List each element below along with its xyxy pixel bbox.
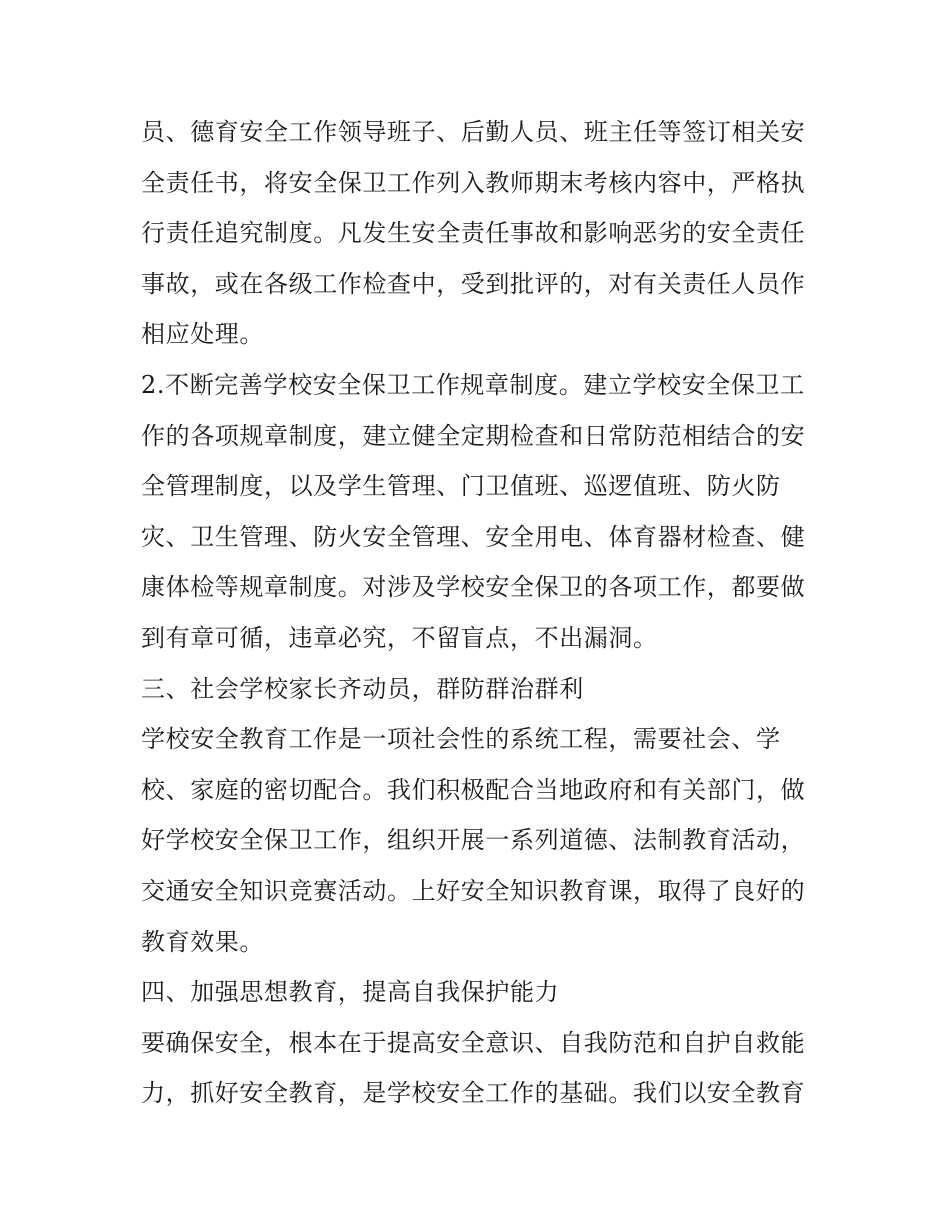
text-line: 教育效果。 [141, 927, 264, 956]
text-line: 交通安全知识竞赛活动。上好安全知识教育课，取得了良好的 [141, 876, 806, 905]
text-line: 好学校安全保卫工作，组织开展一系列道德、法制教育活动， [141, 826, 806, 855]
text-line: 灾、卫生管理、防火安全管理、安全用电、体育器材检查、健 [141, 522, 806, 551]
text-line: 员、德育安全工作领导班子、后勤人员、班主任等签订相关安 [141, 118, 806, 146]
text-line: 校、家庭的密切配合。我们积极配合当地政府和有关部门，做 [141, 775, 806, 804]
document-body [141, 107, 821, 1119]
section-heading: 三、社会学校家长齐动员，群防群治群利 [141, 674, 584, 703]
text-line: 作的各项规章制度，建立健全定期检查和日常防范相结合的安 [141, 421, 806, 450]
section-heading: 2.不断完善学校安全保卫工作规章制度。建立学校安全保卫工 [141, 370, 805, 399]
text-line: 全管理制度，以及学生管理、门卫值班、巡逻值班、防火防 [141, 472, 781, 501]
text-line: 相应处理。 [141, 320, 264, 349]
text-line: 学校安全教育工作是一项社会性的系统工程，需要社会、学 [141, 725, 781, 754]
text-line: 要确保安全，根本在于提高安全意识、自我防范和自护自救能 [141, 1028, 806, 1057]
text-line: 全责任书，将安全保卫工作列入教师期末考核内容中，严格执 [141, 168, 806, 197]
section-heading: 四、加强思想教育，提高自我保护能力 [141, 978, 560, 1007]
text-line: 力，抓好安全教育，是学校安全工作的基础。我们以安全教育 [141, 1079, 806, 1108]
text-line: 事故，或在各级工作检查中，受到批评的，对有关责任人员作 [141, 269, 806, 298]
text-line: 行责任追究制度。凡发生安全责任事故和影响恶劣的安全责任 [141, 219, 806, 248]
text-line: 到有章可循，违章必究，不留盲点，不出漏洞。 [141, 623, 658, 652]
text-line: 康体检等规章制度。对涉及学校安全保卫的各项工作，都要做 [141, 573, 806, 602]
